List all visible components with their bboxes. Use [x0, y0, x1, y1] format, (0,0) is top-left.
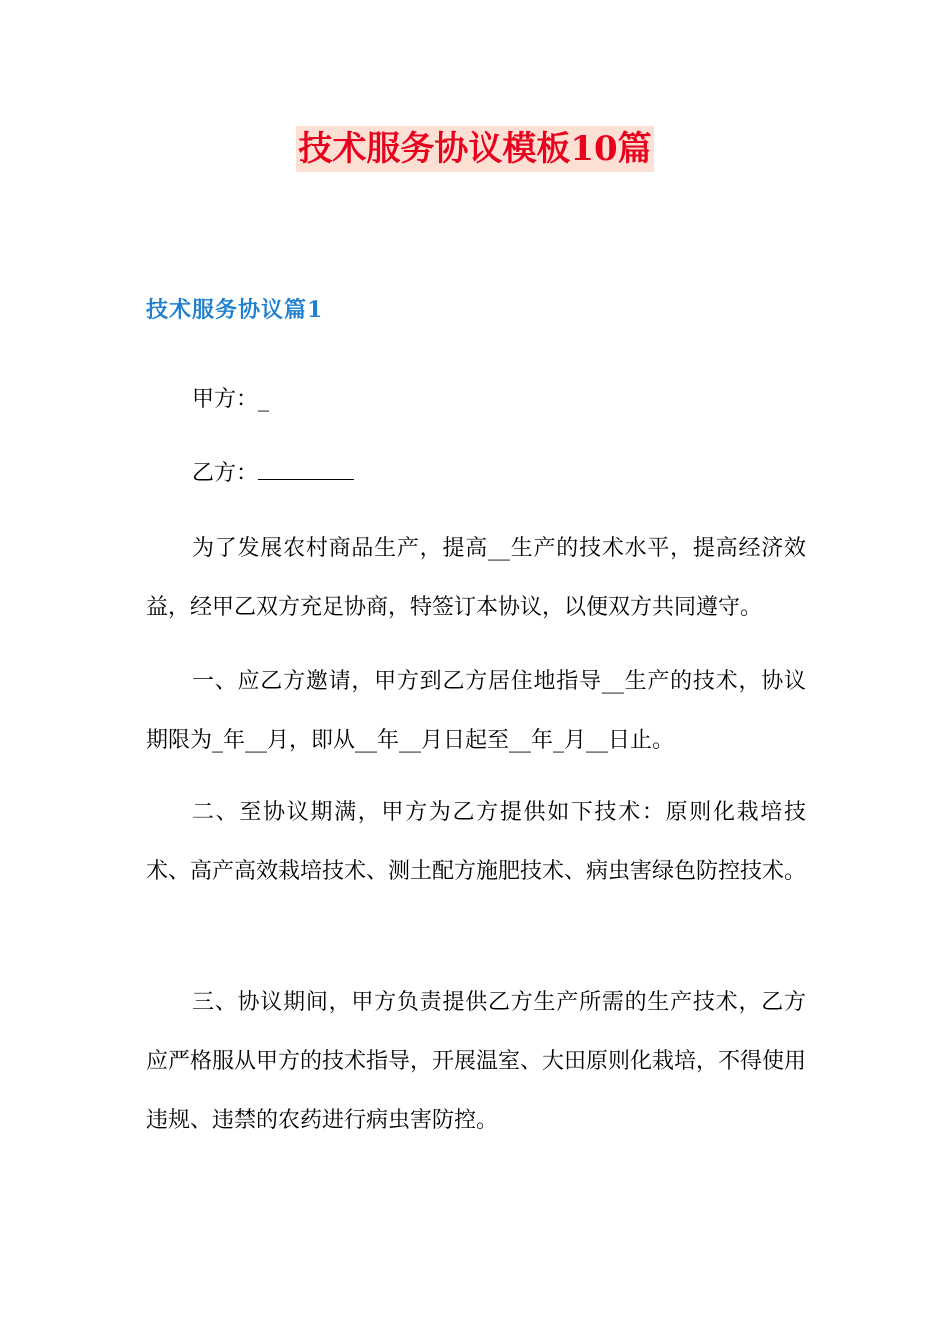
party-a-label: 甲方：	[192, 387, 259, 412]
party-b-blank	[258, 457, 354, 480]
section-heading: 技术服务协议篇1	[146, 297, 324, 323]
paragraph-clause-2: 二、至协议期满，甲方为乙方提供如下技术：原则化栽培技术、高产高效栽培技术、测土配方施肥技术、病虫害绿色防控技术。	[146, 800, 807, 884]
document-title-wrapper	[0, 126, 950, 176]
document-title: 技术服务协议模板10篇	[296, 126, 653, 172]
paragraph-clause-1: 一、应乙方邀请，甲方到乙方居住地指导__生产的技术，协议期限为_年__月，即从__年__月日起至__年_月__日止。	[146, 669, 806, 753]
party-b-label: 乙方：	[192, 461, 259, 486]
party-b-line	[192, 454, 354, 494]
party-a-value: _	[258, 387, 270, 412]
paragraph-intro: 为了发展农村商品生产，提高__生产的技术水平，提高经济效益，经甲乙双方充足协商，特签订本协议，以便双方共同遵守。	[146, 536, 806, 620]
party-a-line	[192, 380, 269, 420]
paragraph-clause-3: 三、协议期间，甲方负责提供乙方生产所需的生产技术，乙方应严格服从甲方的技术指导，开展温室、大田原则化栽培，不得使用违规、违禁的农药进行病虫害防控。	[146, 990, 807, 1133]
